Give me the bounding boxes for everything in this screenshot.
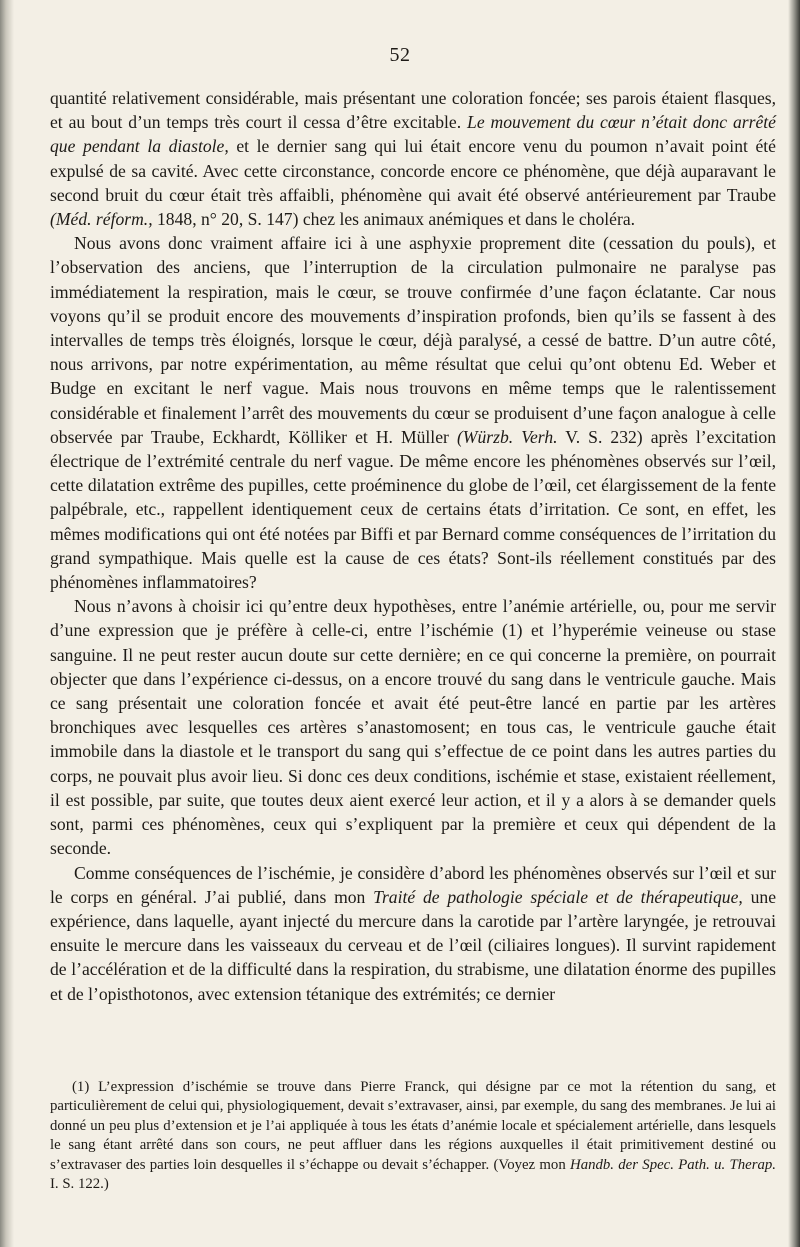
paragraph xyxy=(50,231,776,594)
text-run: Nous avons donc vraiment affaire ici à une asphyxie proprement dite (cessation du pouls), et l’observation des anciens, que l’interruption de la circulation pulmonaire ne paralyse pas immédiatement la respiration, mais le cœur, se trouve confirmée d’une façon éclatante. Car nous voyons qu’il se produit encore des mouvements d’inspiration profonds, bien qu’ils se fassent à des intervalles de temps très éloignés, lorsque le cœur, déjà paralysé, a cessé de battre. D’un autre côté, nous arrivons, par notre expérimentation, au même résultat que celui qu’ont obtenu Ed. Weber et Budge en excitant le nerf vague. Mais nous trouvons en même temps que le ralentissement considérable et finalement l’arrêt des mouvements du cœur se produisent d’une façon analogue à celle observée par Traube, Eckhardt, Kölliker et H. Müller xyxy=(50,233,776,447)
text-run: Comme conséquences de l’ischémie, je considère d’abord les phénomènes observés sur l’œil et sur le corps en général. J’ai publié, dans mon xyxy=(50,862,776,907)
paragraph xyxy=(50,86,776,231)
paragraph xyxy=(50,861,776,1006)
text-run: Nous n’avons à choisir ici qu’entre deux hypothèses, entre l’anémie artérielle, ou, pour me servir d’une expression que je préfère à celle-ci, entre l’ischémie (1) et l’hyperémie veineuse ou stase sanguine. Il ne peut rester aucun doute sur cette dernière; en ce qui concerne la première, on pourrait objecter que dans l’expérience ci-dessus, on a encore trouvé du sang dans le ventricule gauche. Mais ce sang présentait une coloration foncée et avait été peut-être lancé en partie par les artères bronchiques avec lesquelles ces artères s’anastomosent; en tous cas, le ventricule gauche était immobile dans la diastole et le transport du sang qui s’effectue de ce point dans les autres parties du corps, ne pouvait plus avoir lieu. Si donc ces deux conditions, ischémie et stase, existaient réellement, il est possible, par suite, que toutes deux aient exercé leur action, et il y a alors à se demander quels sont, parmi ces phénomènes, ceux qui s’expliquent par la première et ceux qui dépendent de la seconde. xyxy=(50,596,776,859)
text-run: 1848, n° 20, S. 147) chez les animaux anémiques et dans le choléra. xyxy=(152,209,636,230)
body-text xyxy=(50,86,776,1006)
footnote-text-run: (1) L’expression d’ischémie se trouve dans Pierre Franck, qui désigne par ce mot la rétention du sang, et particulièrement de celui qui, physiologiquement, devait s’extravaser, ainsi, par exemple, du sang des membranes. Je lui ai donné un peu plus d’extension et je l’ai appliquée à tous les états d’anémie locale et spécialement artérielle, dans lesquels le sang étant arrêté dans son cours, ne peut affluer dans les régions auxquelles il était primitivement destiné ou s’extravaser des parties loin desquelles il s’échappe ou devait s’échapper. (Voyez mon xyxy=(50,1079,776,1173)
text-run-italic: Le mouvement du cœur n’était donc arrêté que pendant la diastole, xyxy=(50,112,776,157)
text-run: et le dernier sang qui lui était encore venu du poumon n’avait point été expulsé de sa cavité. Avec cette circonstance, concorde encore ce phénomène, que déjà auparavant le second bruit du cœur était très affaibli, phénomène qui avait été observé antérieurement par Traube xyxy=(50,136,776,205)
text-run-italic: (Méd. réform., xyxy=(50,209,153,230)
page-number: 52 xyxy=(389,44,411,66)
text-run-italic: (Würzb. Verh. xyxy=(456,426,558,447)
text-run: quantité relativement considérable, mais présentant une coloration foncée; ses parois étaient flasques, et au bout d’un temps très court il cessa d’être excitable. xyxy=(50,88,776,133)
page-left-edge-shadow xyxy=(0,0,14,1247)
page-right-edge-shadow xyxy=(788,0,800,1247)
text-run: V. S. 232) après l’excitation électrique de l’extrémité centrale du nerf vague. De même encore les phénomènes observés sur l’œil, cette dilatation extrême des pupilles, cette proéminence du globe de l’œil, cet élargissement de la fente palpébrale, etc., rappellent identiquement ceux de certains états d’irritation. Ce sont, en effet, les mêmes modifications qui ont été notées par Biffi et par Bernard comme conséquences de l’irritation du grand sympathique. Mais quelle est la cause de ces états? Sont-ils réellement constitués par des phénomènes inflammatoires? xyxy=(50,426,776,593)
paragraph xyxy=(50,594,776,860)
footnote-text-run: I. S. 122.) xyxy=(50,1176,109,1193)
footnote xyxy=(50,1078,776,1194)
text-run-italic: Traité de pathologie spéciale et de thérapeutique, xyxy=(373,886,743,907)
footnote-text-run-italic: Handb. der Spec. Path. u. Therap. xyxy=(570,1156,776,1173)
text-run: une expérience, dans laquelle, ayant injecté du mercure dans la carotide par l’artère laryngée, je retrouvai ensuite le mercure dans les vaisseaux du cerveau et de l’œil (ciliaires longues). Il survint rapidement de l’accélération et de la difficulté dans la respiration, du strabisme, une dilatation énorme des pupilles et de l’opisthotonos, avec extension tétanique des extrémités; ce dernier xyxy=(50,886,776,1004)
